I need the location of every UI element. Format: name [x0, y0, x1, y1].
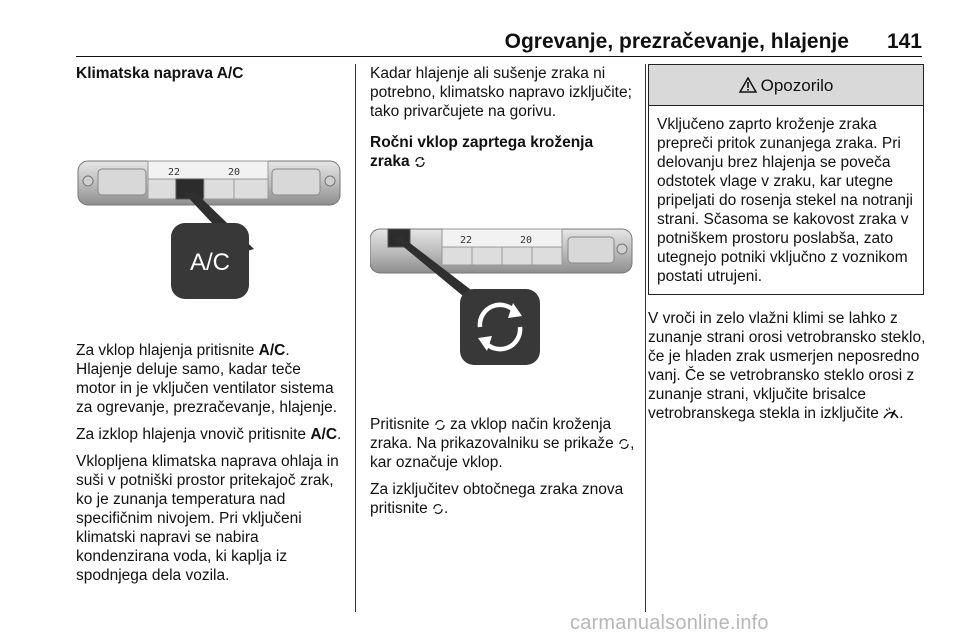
recirculation-icon [618, 438, 630, 450]
ac-key: A/C [310, 426, 338, 443]
ac-paragraph-1: Za vklop hlajenja pritisnite A/C. Hlajenje deluje samo, kadar teče motor in je vključen ventilator sistema za ogrevanje, prezračevanje, hlajenje. [76, 342, 338, 416]
recirc-paragraph-2: Za izključitev obtočnega zraka znova pritisnite . [370, 481, 624, 517]
panel-right-temp: 20 [228, 167, 241, 178]
panel-left-temp: 22 [460, 235, 473, 246]
warning-title: Opozorilo [760, 75, 834, 95]
warning-box [648, 64, 924, 295]
recirculation-icon [432, 503, 444, 515]
recirc-panel-figure [370, 177, 635, 407]
ac-paragraph-2: Za izklop hlajenja vnovič pritisnite A/C. [76, 426, 342, 443]
fogging-paragraph: V vroči in zelo vlažni klimi se lahko z zunanje strani orosi vetrobransko steklo, če je hladen zrak usmerjen neposredno vanj. Če se vetrobransko steklo orosi z zunanje strani, vključite brisalce vetrobranskega stekla in izključite . [648, 310, 926, 422]
column-divider-1 [355, 64, 356, 612]
ac-paragraph-3: Vklopljena klimatska naprava ohlaja in suši v potniški prostor pritekajoč zrak, ko je zunanja temperatura nad specifičnim nivojem. Pri vključeni klimatski napravi se nabira kondenzirana voda, ki kaplja iz spodnjega dela vozila. [76, 453, 339, 584]
column-divider-2 [645, 64, 646, 612]
wiper-icon [883, 406, 899, 420]
column-1 [76, 64, 344, 593]
ac-panel-figure [76, 89, 344, 329]
recirculation-icon [434, 419, 446, 431]
panel-right-temp: 20 [520, 235, 533, 246]
page-title: Ogrevanje, prezračevanje, hlajenje [504, 30, 849, 53]
warning-header [649, 65, 923, 106]
column-3 [648, 64, 926, 431]
watermark: carmanualsonline.info [570, 612, 769, 634]
page-header [76, 28, 922, 54]
recirc-paragraph-1: Pritisnite za vklop način kroženja zraka. Na prikazovalniku se prikaže , kar označuje vklop. [370, 416, 635, 471]
warning-text: Vključeno zaprto kroženje zraka prepreči pritok zunanjega zraka. Pri delovanju brez hlajenja se poveča odstotek vlage v zraku, kar utegne pripeljati do rosenja stekel na notranji strani. Sčasoma se kakovost zraka v potniškem prostoru poslabša, zato utegnejo potniki vključno z voznikom postati utrujeni. [657, 116, 913, 285]
panel-left-temp: 22 [168, 167, 181, 178]
section-heading-ac: Klimatska naprava A/C [76, 65, 244, 82]
page-number: 141 [886, 30, 922, 53]
section-heading-recirc: Ročni vklop zaprtega kroženja zraka [370, 134, 594, 170]
column-2 [370, 64, 635, 526]
header-rule [76, 56, 922, 57]
ac-key: A/C [258, 342, 286, 359]
fuel-saving-paragraph: Kadar hlajenje ali sušenje zraka ni potrebno, klimatsko napravo izključite; tako privarčujete na gorivu. [370, 65, 632, 120]
ac-callout-label: A/C [189, 249, 231, 276]
warning-triangle-icon [739, 77, 757, 93]
recirculation-icon [414, 156, 426, 168]
